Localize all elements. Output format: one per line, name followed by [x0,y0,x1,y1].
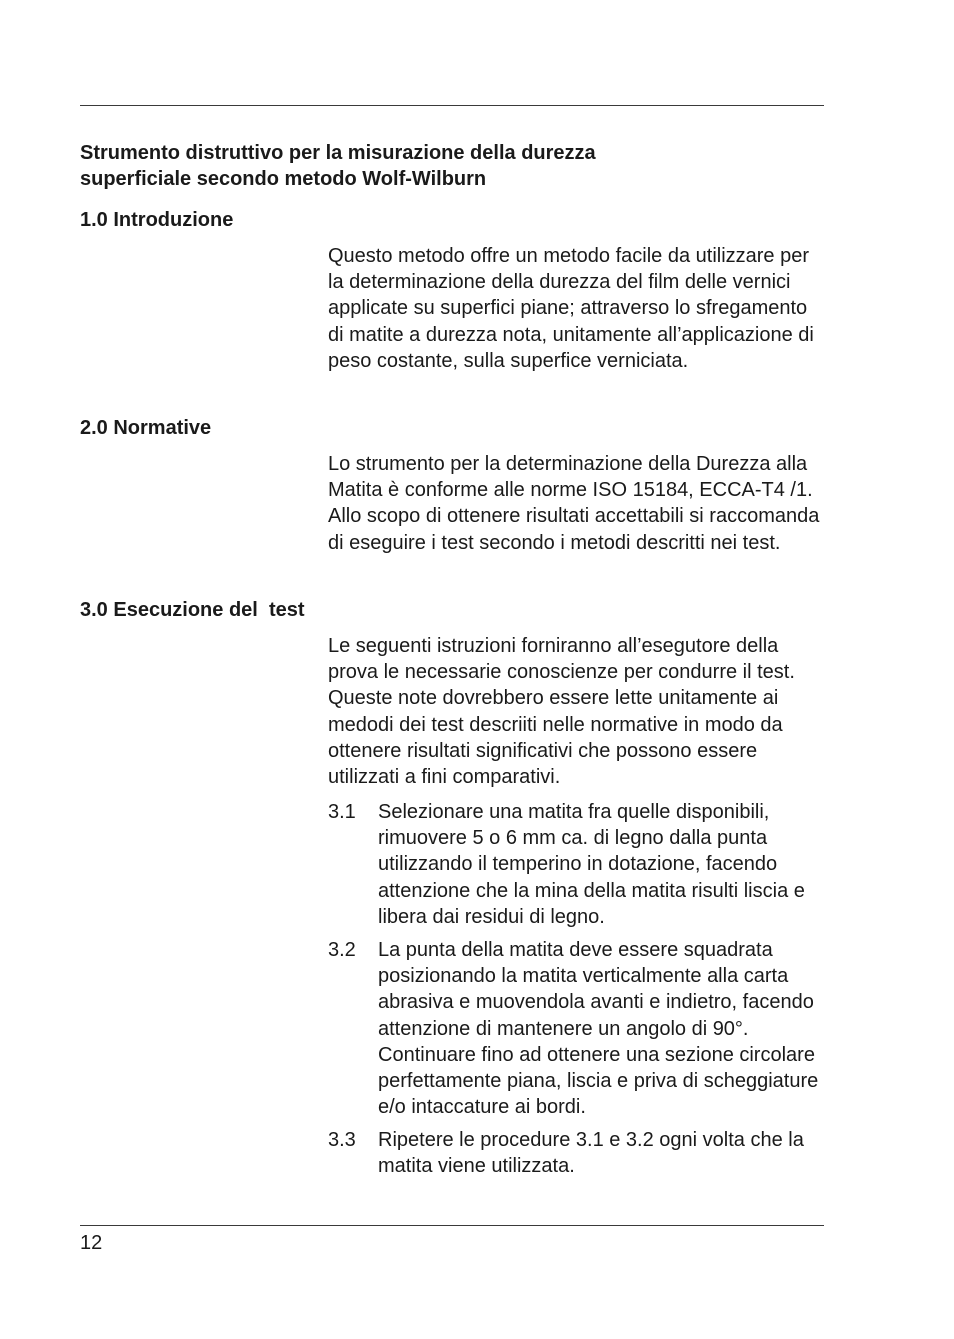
section-text-normative: Lo strumento per la determinazione della Durezza alla Matita è conforme alle norme ISO 15184, ECCA-T4 /1. Allo scopo di ottenere risultati accettabili si raccomanda di eseguire i test secondo i metodi descritti nei test. [328,453,820,554]
section-text-introduzione: Questo metodo offre un metodo facile da utilizzare per la determinazione della durezza del film delle vernici applicate su superfici piane; attraverso lo sfregamento di matite a durezza nota, unitamente all’applicazione di peso costante, sulla superfice verniciata. [328,245,814,372]
page-number: 12 [80,1232,103,1254]
section-heading-esecuzione: 3.0 Esecuzione del test [80,599,305,621]
step-text: La punta della matita deve essere squadrata posizionando la matita verticalmente alla carta abrasiva e muovendola avanti e indietro, facendo attenzione di mantenere un angolo di 90°. Continuare fino ad ottenere una sezione circolare perfettamente piana, liscia e priva di scheggiature e/o intaccature ai bordi. [378,939,819,1119]
step-text: Selezionare una matita fra quelle disponibili, rimuovere 5 o 6 mm ca. di legno dalla punta utilizzando il temperino in dotazione, facendo attenzione che la mina della matita risulti liscia e libera dai residui di legno. [378,801,805,928]
bottom-rule [80,1225,824,1226]
step-number: 3.2 [328,939,356,961]
section-text-esecuzione: Le seguenti istruzioni forniranno all’esegutore della prova le necessarie conoscienze per condurre il test. Queste note dovrebbero essere lette unitamente ai medodi dei test descriiti nelle normative in modo da ottenere risultati significativi che possono essere utilizzati a fini comparativi. [328,635,795,789]
step-text: Ripetere le procedure 3.1 e 3.2 ogni volta che la matita viene utilizzata. [378,1129,804,1178]
page-title: Strumento distruttivo per la misurazione della durezza superficiale secondo metodo Wolf-Wilburn [80,142,596,190]
step-number: 3.1 [328,801,356,823]
step-number: 3.3 [328,1129,356,1151]
section-heading-introduzione: 1.0 Introduzione [80,209,234,231]
section-heading-normative: 2.0 Normative [80,417,212,439]
top-rule [80,105,824,106]
